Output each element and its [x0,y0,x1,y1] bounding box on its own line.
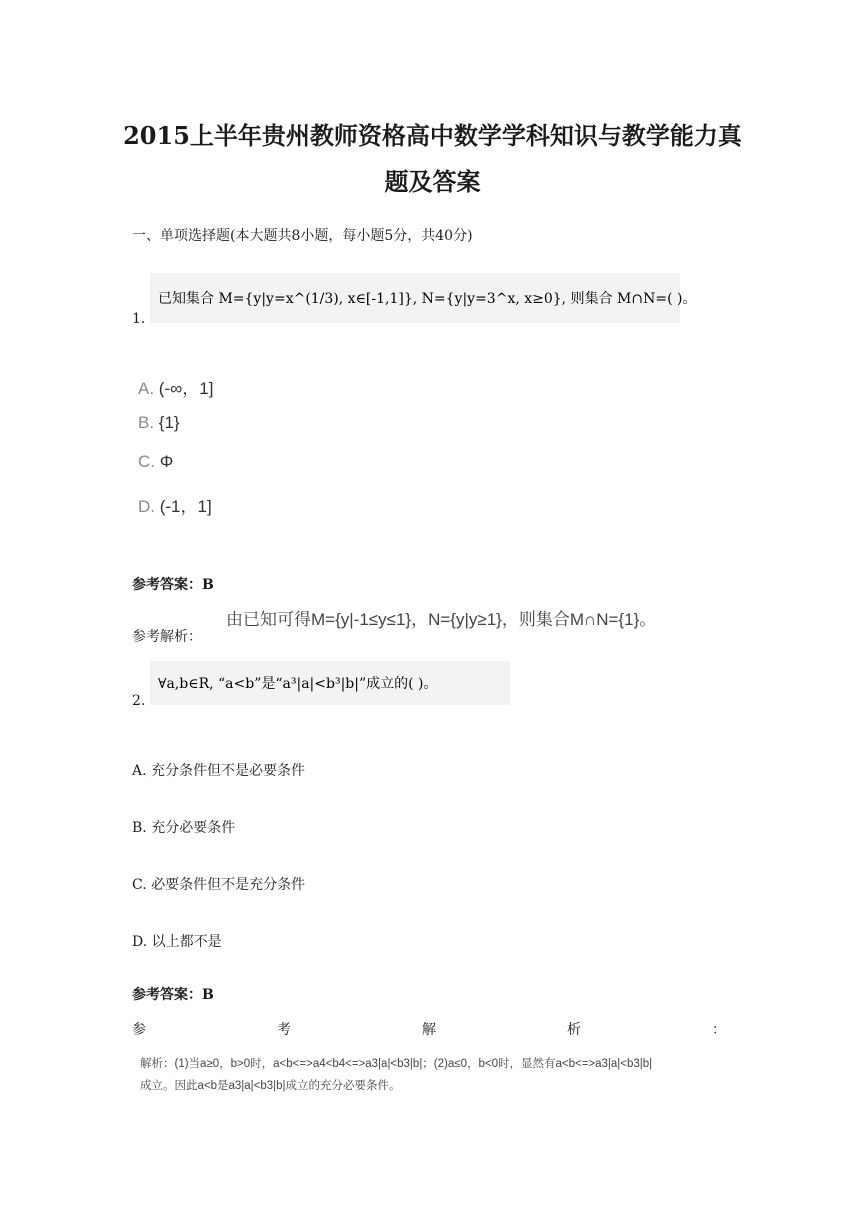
option-text: 充分条件但不是必要条件 [151,763,306,779]
document-title-line2: 题及答案 [384,167,481,196]
option-letter: B. [138,413,155,432]
option-text: 以上都不是 [151,934,222,950]
question-2-number: 2. [132,693,146,709]
question-2-option-d [132,931,222,951]
analysis-label-char: ： [712,1022,726,1038]
analysis-label-char: 解 [422,1022,436,1038]
option-text: (-1，1] [159,497,212,516]
option-text: 必要条件但不是充分条件 [151,877,306,893]
question-2-analysis-label [132,1019,726,1039]
question-1-option-a [138,374,213,399]
question-2-option-a [132,760,305,780]
option-text: 充分必要条件 [151,820,236,836]
document-title-line1: 2015上半年贵州教师资格高中数学学科知识与教学能力真 [123,121,742,150]
question-2-stem: ∀a,b∈R, “a<b”是“a³|a|<b³|b|”成立的( )。 [158,676,438,692]
option-letter: B. [132,820,147,836]
option-letter: C. [132,877,147,893]
analysis-label-char: 参 [132,1022,146,1038]
option-letter: A. [138,379,155,398]
analysis-label-char: 考 [277,1022,291,1038]
question-2-answer: 参考答案：B [132,987,214,1003]
question-1-answer: 参考答案：B [132,577,214,593]
question-1-stem-image [150,273,697,323]
question-2-analysis-line1: 解析：(1)当a≥0，b>0时，a<b<=>a4<b4<=>a3|a|<b3|b|；(2)a≤0，b<0时，显然有a<b<=>a3|a|<b3|b| [140,1058,653,1070]
question-2-option-c [132,874,305,894]
option-letter: D. [138,497,155,516]
option-text: {1} [158,413,180,432]
question-1-option-c [138,452,173,472]
question-2-option-b [132,817,235,837]
question-2-stem-image [150,661,510,705]
question-1-stem: 已知集合 M={y|y=x^(1/3), x∈[-1,1]}, N={y|y=3^x, x≥0}, 则集合 M∩N=( )。 [158,291,697,307]
question-1-option-d [138,492,212,517]
option-text: Φ [159,452,174,471]
question-1-analysis-label: 参考解析： [132,629,202,645]
question-1-analysis: 由已知可得M={y|-1≤y≤1}，N={y|y≥1}，则集合M∩N={1}。 [226,610,657,629]
section-header: 一、单项选择题(本大题共8小题，每小题5分，共40分) [132,228,473,244]
option-text: (-∞，1] [158,379,214,398]
question-1-number: 1. [132,311,146,327]
analysis-label-char: 析 [567,1022,581,1038]
option-letter: D. [132,934,148,950]
option-letter: C. [138,452,155,471]
question-1-option-b [138,413,180,433]
question-2-analysis-line2: 成立。因此a<b是a3|a|<b3|b|成立的充分必要条件。 [140,1080,401,1092]
option-letter: A. [132,763,147,779]
